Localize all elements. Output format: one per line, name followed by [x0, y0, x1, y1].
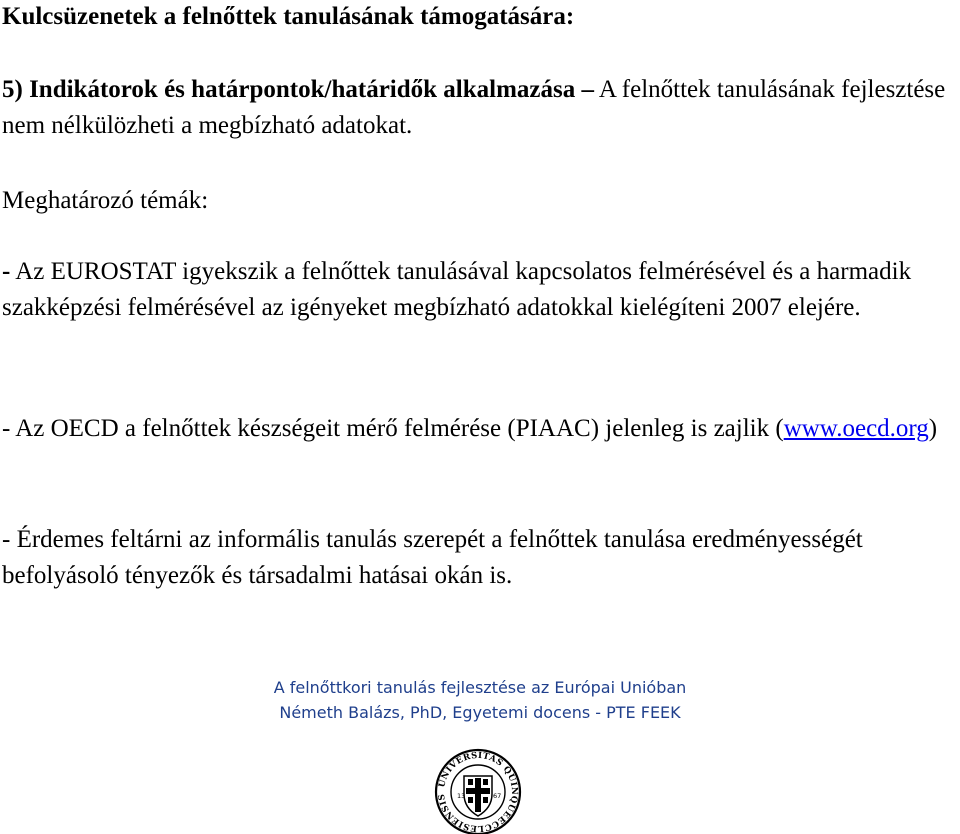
intro-text: A felnőttek tanulásának fejlesztése nem nélkülözheti a megbízható adatokat.: [2, 76, 946, 139]
slide-title: Kulcsüzenetek a felnőttek tanulásának támogatására:: [2, 3, 575, 30]
bullet-text-after: ): [928, 415, 938, 442]
bullet-text: Az OECD a felnőttek készségeit mérő felmérése (PIAAC) jelenleg is zajlik (: [15, 415, 784, 442]
bullet-dash: -: [2, 415, 11, 442]
bullet-text: Az EUROSTAT igyekszik a felnőttek tanulásával kapcsolatos felmérésével és a harmadik szakképzési felmérésével az igényeket megbízható adatokkal kielégíteni 2007 elejére.: [2, 258, 912, 321]
bullet-oecd: [2, 411, 960, 447]
seal-year-right: 67: [493, 792, 502, 800]
oecd-link[interactable]: www.oecd.org: [783, 415, 929, 442]
intro-heading: 5) Indikátorok és határpontok/határidők alkalmazása: [2, 76, 576, 103]
intro-dash: –: [581, 76, 594, 103]
seal-text: UNIVERSITAS QUINQUEECCLESIENSIS: [436, 750, 520, 834]
bullet-informal-learning: [2, 522, 960, 594]
seal-year-left: 13: [457, 792, 466, 800]
bullet-eurostat: [2, 254, 960, 326]
footer-title: A felnőttkori tanulás fejlesztése az Európai Unióban: [273, 678, 687, 697]
bullet-dash: -: [2, 258, 11, 285]
intro-paragraph: [2, 72, 960, 144]
footer-author: Németh Balázs, PhD, Egyetemi docens - PTE FEEK: [279, 703, 681, 722]
topics-heading: Meghatározó témák:: [2, 187, 209, 214]
bullet-text: Érdemes feltárni az informális tanulás szerepét a felnőttek tanulása eredményességét befolyásoló tényezők és társadalmi hatásai okán is.: [2, 526, 863, 589]
bullet-dash: -: [2, 526, 11, 553]
university-seal-icon: [432, 746, 524, 834]
